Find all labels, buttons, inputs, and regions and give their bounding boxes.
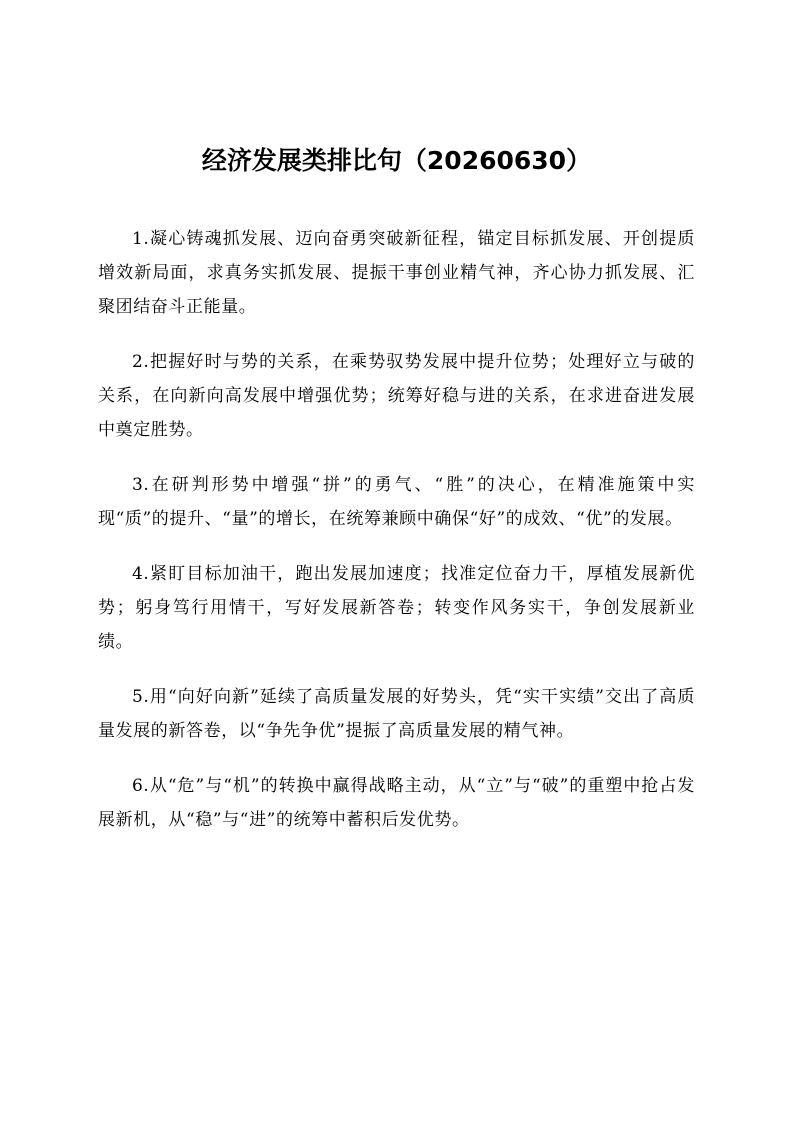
document-body — [98, 222, 695, 858]
paragraph-1: 1.凝心铸魂抓发展、迈向奋勇突破新征程，锚定目标抓发展、开创提质增效新局面，求真务实抓发展、提振干事创业精气神，齐心协力抓发展、汇聚团结奋斗正能量。 — [98, 229, 695, 317]
paragraph-6: 6.从“危”与“机”的转换中赢得战略主动，从“立”与“破”的重塑中抢占发展新机，从“稳”与“进”的统筹中蓄积后发优势。 — [98, 776, 695, 830]
paragraph-4: 4.紧盯目标加油干，跑出发展加速度；找准定位奋力干，厚植发展新优势；躬身笃行用情干，写好发展新答卷；转变作风务实干，争创发展新业绩。 — [98, 564, 695, 652]
paragraph-2: 2.把握好时与势的关系，在乘势驭势发展中提升位势；处理好立与破的关系，在向新向高发展中增强优势；统筹好稳与进的关系，在求进奋进发展中奠定胜势。 — [98, 352, 695, 440]
paragraph-3: 3.在研判形势中增强“拼”的勇气、“胜”的决心，在精准施策中实现“质”的提升、“量”的增长，在统筹兼顾中确保“好”的成效、“优”的发展。 — [98, 475, 695, 529]
paragraph-5: 5.用“向好向新”延续了高质量发展的好势头，凭“实干实绩”交出了高质量发展的新答卷，以“争先争优”提振了高质量发展的精气神。 — [98, 687, 695, 741]
document-title: 经济发展类排比句（20260630） — [201, 146, 592, 175]
